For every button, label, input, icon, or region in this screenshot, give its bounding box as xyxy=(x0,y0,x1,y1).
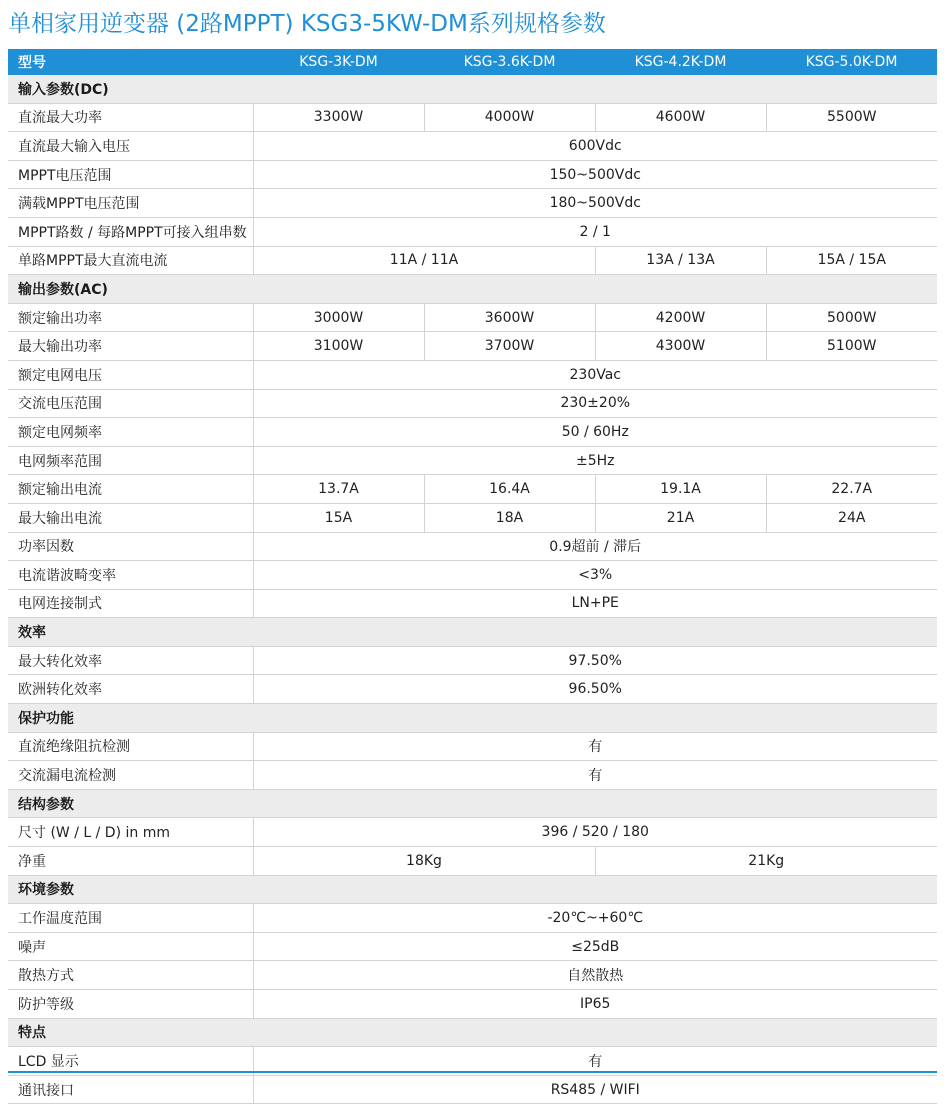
spec-value: 3600W xyxy=(424,303,595,332)
spec-value: <3% xyxy=(253,561,937,590)
spec-row xyxy=(8,160,937,189)
spec-label: 功率因数 xyxy=(8,532,253,561)
spec-value: 600Vdc xyxy=(253,132,937,161)
model-header-label: 型号 xyxy=(8,49,253,75)
spec-label: 通讯接口 xyxy=(8,1075,253,1104)
spec-value: 5000W xyxy=(766,303,937,332)
spec-table-body xyxy=(8,49,937,1104)
spec-label: LCD 显示 xyxy=(8,1047,253,1076)
spec-row xyxy=(8,961,937,990)
spec-value: -20℃~+60℃ xyxy=(253,904,937,933)
spec-label: 防护等级 xyxy=(8,990,253,1019)
spec-label: 满载MPPT电压范围 xyxy=(8,189,253,218)
spec-row xyxy=(8,189,937,218)
spec-value: 4000W xyxy=(424,103,595,132)
section-title: 结构参数 xyxy=(8,789,937,818)
spec-value: 4200W xyxy=(595,303,766,332)
spec-row xyxy=(8,932,937,961)
spec-label: 尺寸 (W / L / D) in mm xyxy=(8,818,253,847)
section-row xyxy=(8,1018,937,1047)
spec-value: 4300W xyxy=(595,332,766,361)
section-row xyxy=(8,875,937,904)
spec-table xyxy=(8,49,937,1104)
spec-value: 4600W xyxy=(595,103,766,132)
spec-row xyxy=(8,503,937,532)
spec-value: 19.1A xyxy=(595,475,766,504)
section-row xyxy=(8,75,937,103)
spec-value: 3300W xyxy=(253,103,424,132)
section-title: 保护功能 xyxy=(8,704,937,733)
section-row xyxy=(8,704,937,733)
spec-row xyxy=(8,847,937,876)
model-name: KSG-3K-DM xyxy=(253,49,424,75)
spec-label: 单路MPPT最大直流电流 xyxy=(8,246,253,275)
model-name: KSG-4.2K-DM xyxy=(595,49,766,75)
section-title: 输出参数(AC) xyxy=(8,275,937,304)
spec-value: ≤25dB xyxy=(253,932,937,961)
spec-value: 21Kg xyxy=(595,847,937,876)
model-name: KSG-5.0K-DM xyxy=(766,49,937,75)
spec-value: 15A xyxy=(253,503,424,532)
spec-value: 96.50% xyxy=(253,675,937,704)
spec-value: RS485 / WIFI xyxy=(253,1075,937,1104)
spec-value: 11A / 11A xyxy=(253,246,595,275)
spec-value: 0.9超前 / 滞后 xyxy=(253,532,937,561)
spec-label: MPPT路数 / 每路MPPT可接入组串数 xyxy=(8,217,253,246)
spec-value: 396 / 520 / 180 xyxy=(253,818,937,847)
spec-label: 噪声 xyxy=(8,932,253,961)
spec-row xyxy=(8,246,937,275)
spec-row xyxy=(8,646,937,675)
spec-value: 24A xyxy=(766,503,937,532)
spec-value: 15A / 15A xyxy=(766,246,937,275)
spec-value: 有 xyxy=(253,761,937,790)
spec-row xyxy=(8,446,937,475)
spec-value: 18Kg xyxy=(253,847,595,876)
section-title: 特点 xyxy=(8,1018,937,1047)
spec-row xyxy=(8,990,937,1019)
section-title: 效率 xyxy=(8,618,937,647)
spec-value: 22.7A xyxy=(766,475,937,504)
spec-value: 230Vac xyxy=(253,360,937,389)
spec-label: 额定输出功率 xyxy=(8,303,253,332)
spec-value: 13A / 13A xyxy=(595,246,766,275)
spec-row xyxy=(8,132,937,161)
spec-label: 最大输出电流 xyxy=(8,503,253,532)
spec-row xyxy=(8,561,937,590)
spec-label: 额定电网频率 xyxy=(8,418,253,447)
spec-label: 净重 xyxy=(8,847,253,876)
spec-label: 额定电网电压 xyxy=(8,360,253,389)
spec-label: 额定输出电流 xyxy=(8,475,253,504)
spec-row xyxy=(8,332,937,361)
spec-row xyxy=(8,103,937,132)
spec-value: 230±20% xyxy=(253,389,937,418)
spec-row xyxy=(8,904,937,933)
spec-value: 3000W xyxy=(253,303,424,332)
spec-label: 最大转化效率 xyxy=(8,646,253,675)
spec-value: 150~500Vdc xyxy=(253,160,937,189)
spec-value: 97.50% xyxy=(253,646,937,675)
spec-row xyxy=(8,589,937,618)
spec-value: 5500W xyxy=(766,103,937,132)
spec-value: 2 / 1 xyxy=(253,217,937,246)
section-row xyxy=(8,275,937,304)
spec-label: 电流谐波畸变率 xyxy=(8,561,253,590)
spec-label: 散热方式 xyxy=(8,961,253,990)
spec-value: 21A xyxy=(595,503,766,532)
spec-label: MPPT电压范围 xyxy=(8,160,253,189)
spec-value: 自然散热 xyxy=(253,961,937,990)
spec-row xyxy=(8,360,937,389)
spec-row xyxy=(8,818,937,847)
spec-value: 有 xyxy=(253,1047,937,1076)
spec-label: 欧洲转化效率 xyxy=(8,675,253,704)
section-title: 环境参数 xyxy=(8,875,937,904)
spec-row xyxy=(8,418,937,447)
spec-value: 有 xyxy=(253,732,937,761)
spec-value: IP65 xyxy=(253,990,937,1019)
spec-value: 3700W xyxy=(424,332,595,361)
spec-label: 交流漏电流检测 xyxy=(8,761,253,790)
spec-row xyxy=(8,389,937,418)
spec-value: ±5Hz xyxy=(253,446,937,475)
spec-label: 直流绝缘阻抗检测 xyxy=(8,732,253,761)
spec-row xyxy=(8,303,937,332)
model-name: KSG-3.6K-DM xyxy=(424,49,595,75)
spec-label: 直流最大功率 xyxy=(8,103,253,132)
spec-row xyxy=(8,675,937,704)
spec-label: 直流最大输入电压 xyxy=(8,132,253,161)
spec-value: LN+PE xyxy=(253,589,937,618)
spec-row xyxy=(8,761,937,790)
spec-value: 16.4A xyxy=(424,475,595,504)
section-title: 输入参数(DC) xyxy=(8,75,937,103)
section-row xyxy=(8,618,937,647)
spec-value: 18A xyxy=(424,503,595,532)
spec-row xyxy=(8,217,937,246)
header-row xyxy=(8,49,937,75)
spec-label: 电网连接制式 xyxy=(8,589,253,618)
spec-value: 50 / 60Hz xyxy=(253,418,937,447)
spec-value: 180~500Vdc xyxy=(253,189,937,218)
spec-label: 工作温度范围 xyxy=(8,904,253,933)
spec-value: 13.7A xyxy=(253,475,424,504)
spec-label: 交流电压范围 xyxy=(8,389,253,418)
spec-row xyxy=(8,1075,937,1104)
spec-row xyxy=(8,532,937,561)
spec-value: 3100W xyxy=(253,332,424,361)
spec-label: 电网频率范围 xyxy=(8,446,253,475)
spec-row xyxy=(8,475,937,504)
spec-row xyxy=(8,732,937,761)
spec-value: 5100W xyxy=(766,332,937,361)
bottom-rule xyxy=(8,1071,937,1073)
spec-label: 最大输出功率 xyxy=(8,332,253,361)
page-title: 单相家用逆变器 (2路MPPT) KSG3-5KW-DM系列规格参数 xyxy=(8,11,606,37)
section-row xyxy=(8,789,937,818)
